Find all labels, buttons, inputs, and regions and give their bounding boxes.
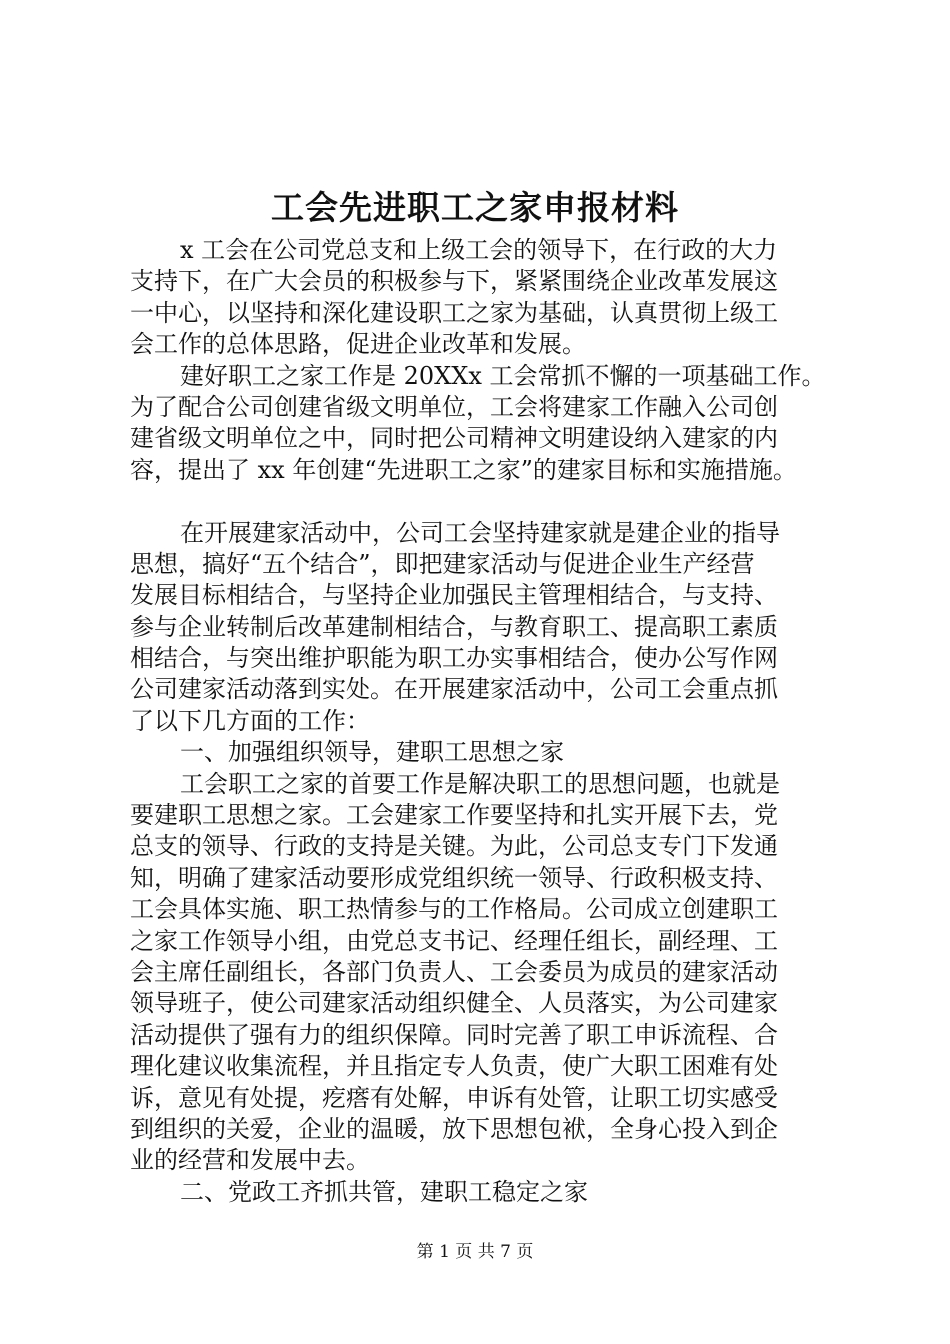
body-line: 理化建议收集流程，并且指定专人负责，使广大职工困难有处 [130,1052,778,1081]
body-line: 一、加强组织领导，建职工思想之家 [180,738,564,767]
body-line: 建好职工之家工作是 20XXx 工会常抓不懈的一项基础工作。 [180,361,826,390]
body-line: 在开展建家活动中，公司工会坚持建家就是建企业的指导 [180,518,780,547]
body-line: 会主席任副组长，各部门负责人、工会委员为成员的建家活动 [130,957,778,986]
page-footer: 第 1 页 共 7 页 [416,1242,534,1262]
body-line: 业的经营和发展中去。 [130,1146,370,1175]
body-line: 会工作的总体思路，促进企业改革和发展。 [130,330,586,359]
body-line: 相结合，与突出维护职能为职工办实事相结合，使办公写作网 [130,644,778,673]
body-line: 工会具体实施、职工热情参与的工作格局。公司成立创建职工 [130,895,778,924]
body-line: 总支的领导、行政的支持是关键。为此，公司总支专门下发通 [130,832,778,861]
body-line: 活动提供了强有力的组织保障。同时完善了职工申诉流程、合 [130,1020,778,1049]
body-line: 之家工作领导小组，由党总支书记、经理任组长，副经理、工 [130,926,778,955]
body-line: 一中心，以坚持和深化建设职工之家为基础，认真贯彻上级工 [130,298,778,327]
document-body [130,235,838,1208]
body-line: 支持下，在广大会员的积极参与下，紧紧围绕企业改革发展这 [130,267,778,296]
body-line [130,486,838,517]
body-line: 思想，搞好“五个结合”，即把建家活动与促进企业生产经营 [130,549,755,578]
body-line: x 工会在公司党总支和上级工会的领导下，在行政的大力 [180,236,778,264]
body-line: 建省级文明单位之中，同时把公司精神文明建设纳入建家的内 [130,424,778,453]
body-line: 为了配合公司创建省级文明单位，工会将建家工作融入公司创 [130,392,778,421]
document-title: 工会先进职工之家申报材料 [271,188,679,227]
body-line: 公司建家活动落到实处。在开展建家活动中，公司工会重点抓 [130,675,778,704]
body-line: 容，提出了 xx 年创建“先进职工之家”的建家目标和实施措施。 [130,455,797,484]
body-line: 了以下几方面的工作： [130,706,370,735]
body-line: 领导班子，使公司建家活动组织健全、人员落实，为公司建家 [130,989,778,1018]
body-line: 发展目标相结合，与坚持企业加强民主管理相结合，与支持、 [130,581,778,610]
body-line: 二、党政工齐抓共管，建职工稳定之家 [180,1177,588,1206]
body-line: 诉，意见有处提，疙瘩有处解，申诉有处管，让职工切实感受 [130,1083,778,1112]
body-line: 要建职工思想之家。工会建家工作要坚持和扎实开展下去，党 [130,801,778,830]
body-line: 工会职工之家的首要工作是解决职工的思想问题，也就是 [180,769,780,798]
body-line: 知，明确了建家活动要形成党组织统一领导、行政积极支持、 [130,863,778,892]
body-line: 到组织的关爱，企业的温暖，放下思想包袱，全身心投入到企 [130,1114,778,1143]
body-line: 参与企业转制后改革建制相结合，与教育职工、提高职工素质 [130,612,778,641]
